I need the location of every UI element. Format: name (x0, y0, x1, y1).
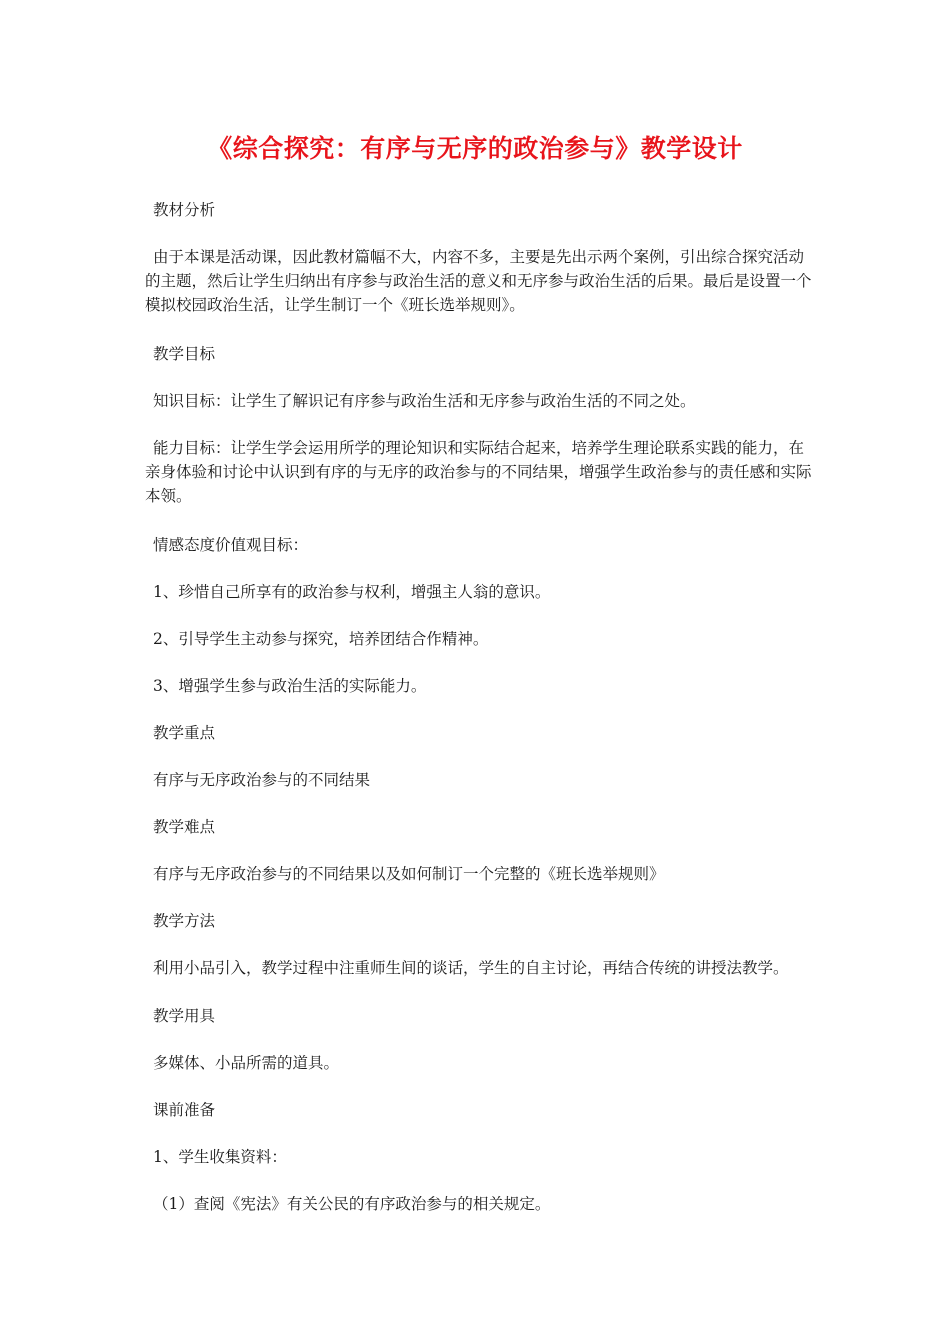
list-item-3: 3、增强学生参与政治生活的实际能力。 (153, 677, 427, 695)
heading-preparation: 课前准备 (153, 1101, 216, 1119)
heading-teaching-method: 教学方法 (153, 912, 216, 930)
paragraph-difficult-points: 有序与无序政治参与的不同结果以及如何制订一个完整的《班长选举规则》 (153, 865, 665, 883)
list-item-1: 1、珍惜自己所享有的政治参与权利，增强主人翁的意识。 (153, 583, 551, 601)
heading-teaching-goals: 教学目标 (153, 345, 216, 363)
list-item-prep-1: 1、学生收集资料： (153, 1148, 287, 1166)
document-title: 《综合探究：有序与无序的政治参与》教学设计 (207, 134, 743, 163)
heading-emotion-goal: 情感态度价值观目标： (153, 536, 309, 554)
paragraph-teaching-tools: 多媒体、小品所需的道具。 (153, 1054, 340, 1072)
paragraph-ability-goal: 能力目标：让学生学会运用所学的理论知识和实际结合起来，培养学生理论联系实践的能力，在亲身体验和讨论中认识到有序的与无序的政治参与的不同结果，增强学生政治参与的责任感和实际本领。 (145, 439, 812, 505)
list-item-2: 2、引导学生主动参与探究，培养团结合作精神。 (153, 630, 489, 648)
paragraph-textbook-analysis: 由于本课是活动课，因此教材篇幅不大，内容不多，主要是先出示两个案例，引出综合探究活动的主题，然后让学生归纳出有序参与政治生活的意义和无序参与政治生活的后果。最后是设置一个模拟校园政治生活，让学生制订一个《班长选举规则》。 (145, 248, 812, 314)
paragraph-key-points: 有序与无序政治参与的不同结果 (153, 771, 371, 789)
list-item-prep-1-1: （1）查阅《宪法》有关公民的有序政治参与的相关规定。 (153, 1195, 551, 1213)
paragraph-teaching-method: 利用小品引入，教学过程中注重师生间的谈话，学生的自主讨论，再结合传统的讲授法教学。 (153, 959, 789, 977)
heading-teaching-tools: 教学用具 (153, 1007, 216, 1025)
heading-key-points: 教学重点 (153, 724, 216, 742)
heading-difficult-points: 教学难点 (153, 818, 216, 836)
heading-textbook-analysis: 教材分析 (153, 201, 216, 219)
paragraph-knowledge-goal: 知识目标：让学生了解识记有序参与政治生活和无序参与政治生活的不同之处。 (153, 392, 696, 410)
